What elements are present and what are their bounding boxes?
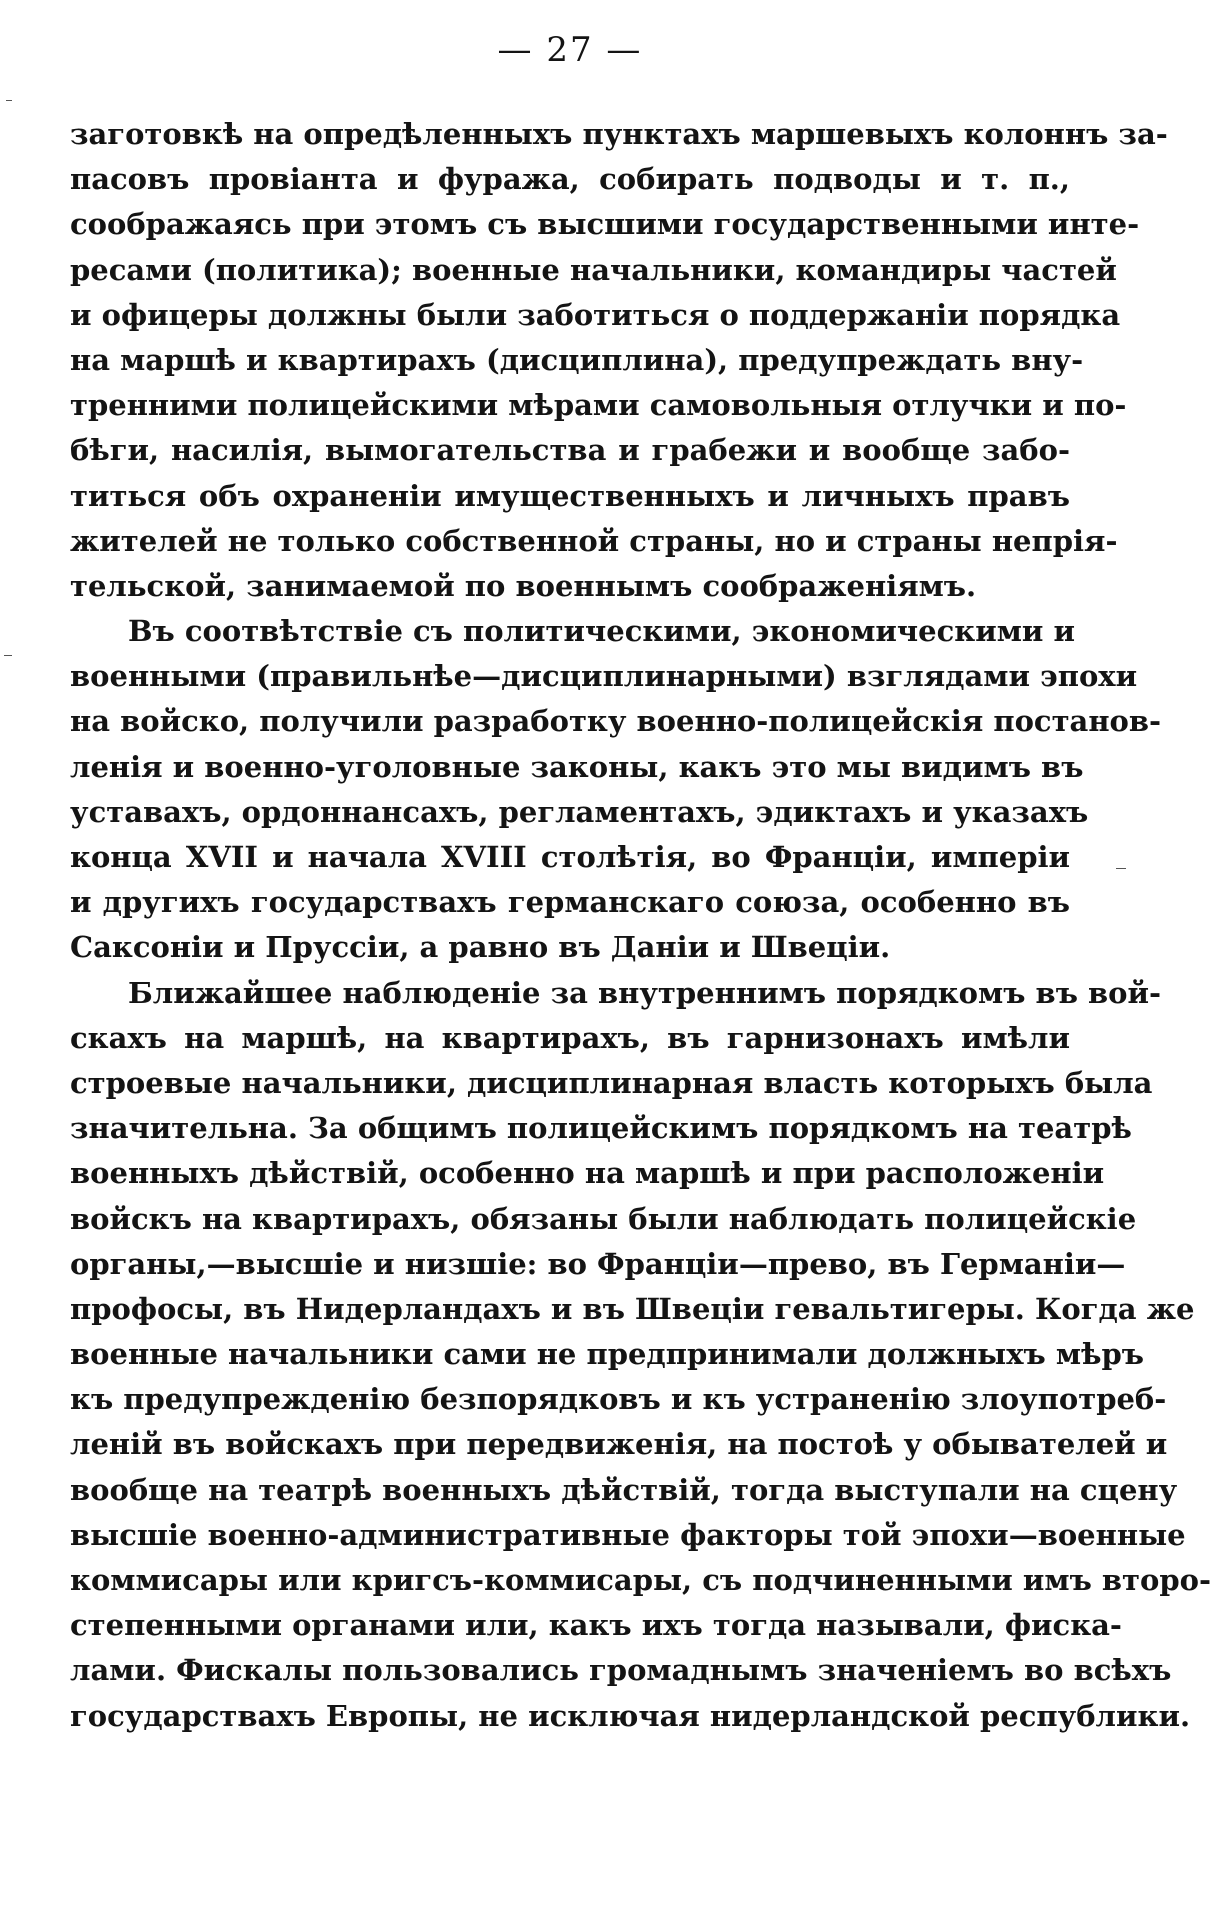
- text-line: значительна. За общимъ полицейскимъ порядкомъ на театрѣ: [70, 1111, 1132, 1146]
- text-line: Въ соотвѣтствіе съ политическими, экономическими и: [128, 614, 1076, 649]
- margin-mark: [1116, 868, 1126, 869]
- text-line: ленія и военно-уголовные законы, какъ это мы видимъ въ: [70, 749, 1084, 784]
- text-line: и офицеры должны были заботиться о поддержаніи порядка: [70, 297, 1121, 332]
- text-line: тельской, занимаемой по военнымъ соображеніямъ.: [70, 568, 977, 603]
- text-line: степенными органами или, какъ ихъ тогда называли, фиска-: [70, 1608, 1122, 1643]
- text-line: къ предупрежденію безпорядковъ и къ устраненію злоупотреб-: [70, 1382, 1167, 1417]
- text-line: тренними полицейскими мѣрами самовольныя отлучки и по-: [70, 388, 1127, 423]
- text-line: титься объ охраненіи имущественныхъ и личныхъ правъ: [70, 478, 1070, 513]
- text-line: военными (правильнѣе—дисциплинарными) взглядами эпохи: [70, 659, 1138, 694]
- text-line: государствахъ Европы, не исключая нидерландской республики.: [70, 1698, 1191, 1733]
- text-line: конца XVII и начала XVIII столѣтія, во Франціи, имперіи: [70, 840, 1070, 874]
- text-line: военные начальники сами не предпринимали должныхъ мѣръ: [70, 1337, 1144, 1372]
- text-line: ресами (политика); военные начальники, командиры частей: [70, 252, 1117, 287]
- text-line: соображаясь при этомъ съ высшими государственными инте-: [70, 207, 1140, 242]
- text-line: скахъ на маршѣ, на квартирахъ, въ гарнизонахъ имѣли: [70, 1020, 1070, 1055]
- text-line: пасовъ провіанта и фуража, собирать подводы и т. п.,: [70, 162, 1070, 197]
- text-line: вообще на театрѣ военныхъ дѣйствій, тогда выступали на сцену: [70, 1472, 1178, 1507]
- text-line: военныхъ дѣйствій, особенно на маршѣ и при расположеніи: [70, 1156, 1105, 1191]
- body-text: [70, 112, 1211, 1739]
- margin-mark: [4, 655, 12, 656]
- text-line: лами. Фискалы пользовались громаднымъ значеніемъ во всѣхъ: [70, 1653, 1172, 1688]
- text-line: на маршѣ и квартирахъ (дисциплина), предупреждать вну-: [70, 342, 1084, 377]
- text-line: высшіе военно-административные факторы той эпохи—военные: [70, 1517, 1186, 1552]
- margin-mark: [6, 100, 12, 101]
- text-line: на войско, получили разработку военно-полицейскія постанов-: [70, 704, 1162, 739]
- text-line: и другихъ государствахъ германскаго союза, особенно въ: [70, 885, 1070, 920]
- text-line: уставахъ, ордоннансахъ, регламентахъ, эдиктахъ и указахъ: [70, 794, 1089, 829]
- text-line: профосы, въ Нидерландахъ и въ Швеціи гевальтигеры. Когда же: [70, 1291, 1195, 1326]
- text-line: строевые начальники, дисциплинарная власть которыхъ была: [70, 1065, 1153, 1100]
- text-line: жителей не только собственной страны, но и страны непрія-: [70, 523, 1118, 558]
- text-line: заготовкѣ на опредѣленныхъ пунктахъ маршевыхъ колоннъ за-: [70, 117, 1168, 151]
- text-line: Саксоніи и Пруссіи, а равно въ Даніи и Швеціи.: [70, 930, 891, 965]
- text-line: коммисары или кригсъ-коммисары, съ подчиненными имъ второ-: [70, 1563, 1211, 1597]
- text-line: леній въ войскахъ при передвиженія, на постоѣ у обывателей и: [70, 1427, 1168, 1462]
- text-line: органы,—высшіе и низшіе: во Франціи—прево, въ Германіи—: [70, 1246, 1126, 1281]
- text-line: войскъ на квартирахъ, обязаны были наблюдать полицейскіе: [70, 1201, 1137, 1236]
- text-line: бѣги, насилія, вымогательства и грабежи и вообще забо-: [70, 433, 1070, 468]
- text-line: Ближайшее наблюденіе за внутреннимъ порядкомъ въ вой-: [128, 975, 1162, 1010]
- page-number: — 27 —: [497, 30, 643, 70]
